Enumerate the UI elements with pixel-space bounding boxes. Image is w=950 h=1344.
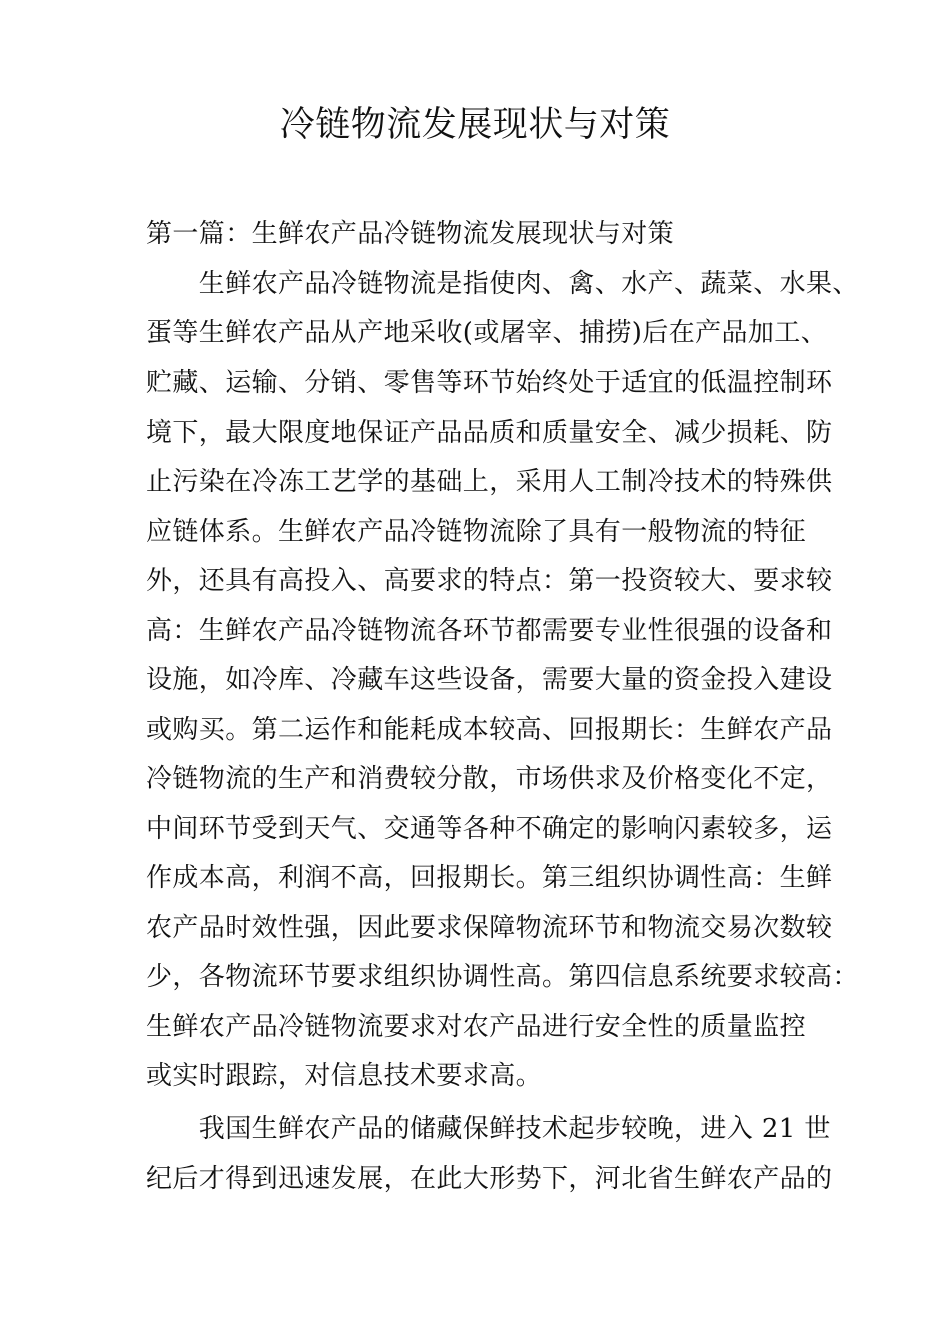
document-title: 冷链物流发展现状与对策	[279, 105, 671, 145]
text-line: 中间环节受到天气、交通等各种不确定的影响闪素较多，运	[146, 814, 833, 844]
text-line: 或购买。第二运作和能耗成本较高、回报期长：生鲜农产品	[146, 715, 833, 745]
text-line: 外，还具有高投入、高要求的特点：第一投资较大、要求较	[146, 566, 833, 596]
text-line: 作成本高，利润不高，回报期长。第三组织协调性高：生鲜	[146, 863, 833, 893]
text-line: 高：生鲜农产品冷链物流各环节都需要专业性很强的设备和	[146, 616, 833, 646]
text-line: 或实时跟踪，对信息技术要求高。	[146, 1061, 543, 1091]
text-line: 设施，如冷库、冷藏车这些设备，需要大量的资金投入建设	[146, 665, 833, 695]
text-line: 贮藏、运输、分销、零售等环节始终处于适宜的低温控制环	[146, 368, 833, 398]
text-line: 我国生鲜农产品的储藏保鲜技术起步较晚，进入 21 世	[146, 1114, 831, 1144]
text-line: 止污染在冷冻工艺学的基础上，采用人工制冷技术的特殊供	[146, 467, 833, 497]
text-line: 生鲜农产品冷链物流是指使肉、禽、水产、蔬菜、水果、	[146, 269, 859, 299]
text-line: 境下，最大限度地保证产品品质和质量安全、减少损耗、防	[146, 418, 833, 448]
text-line: 农产品时效性强，因此要求保障物流环节和物流交易次数较	[146, 913, 833, 943]
section-heading: 第一篇：生鲜农产品冷链物流发展现状与对策	[146, 219, 675, 249]
text-line: 生鲜农产品冷链物流要求对农产品进行安全性的质量监控	[146, 1012, 807, 1042]
text-line: 应链体系。生鲜农产品冷链物流除了具有一般物流的特征	[146, 517, 807, 547]
text-line: 蛋等生鲜农产品从产地采收(或屠宰、捕捞)后在产品加工、	[146, 318, 828, 348]
text-line: 冷链物流的生产和消费较分散，市场供求及价格变化不定，	[146, 764, 833, 794]
text-line: 少，各物流环节要求组织协调性高。第四信息系统要求较高：	[146, 962, 859, 992]
text-line: 纪后才得到迅速发展，在此大形势下，河北省生鲜农产品的	[146, 1164, 833, 1194]
